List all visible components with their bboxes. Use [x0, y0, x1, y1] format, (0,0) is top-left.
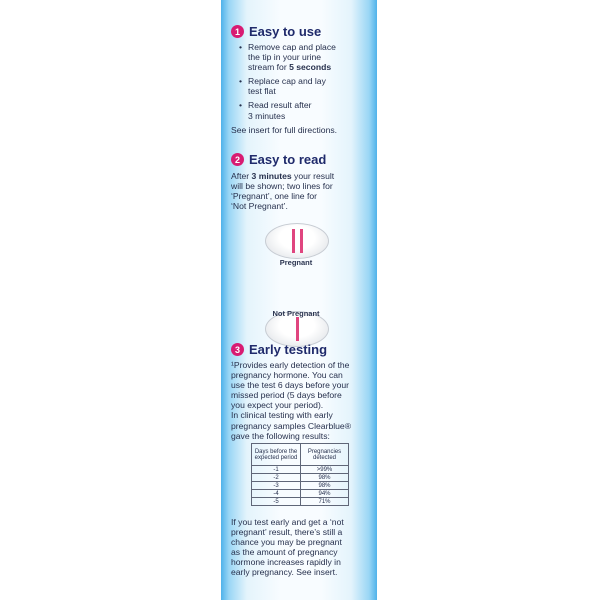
list-item: • Remove cap and place the tip in your urine stream for 5 seconds: [238, 42, 373, 72]
table-row: -4 94%: [252, 490, 349, 498]
table-row: -5 71%: [252, 498, 349, 506]
section-1-header: [231, 24, 321, 39]
pregnant-label: Pregnant: [279, 258, 313, 267]
days-column-header: Days before the expected period: [252, 444, 301, 466]
table-row: -2 98%: [252, 474, 349, 482]
step-1-badge: 1: [231, 25, 244, 38]
control-line: [300, 229, 303, 253]
section-3-header: [231, 342, 327, 357]
pregnant-result-window: [265, 223, 329, 259]
early-result-note: If you test early and get a ‘not pregnant’ result, there’s still a chance you may be pregnant as the amount of pregnancy hormone increases rapidly in early pregnancy. See insert.: [231, 517, 344, 578]
read-instructions: After 3 minutes your result will be shown; two lines for ‘Pregnant’, one line for ‘Not Pregnant’.: [231, 171, 335, 212]
detected-column-header: Pregnancies detected: [301, 444, 349, 466]
section-3-title: Early testing: [249, 342, 328, 357]
not-pregnant-label: Not Pregnant: [272, 309, 320, 318]
insert-reference: See insert for full directions.: [231, 125, 338, 135]
section-1-title: Easy to use: [249, 24, 322, 39]
table-header-row: [252, 444, 349, 466]
table-row: -1 >99%: [252, 466, 349, 474]
clinical-results-table: [251, 443, 349, 506]
step-2-badge: 2: [231, 153, 244, 166]
section-2-header: [231, 152, 326, 167]
control-line: [296, 317, 299, 341]
section-2-title: Easy to read: [249, 152, 327, 167]
list-item: • Read result after 3 minutes: [238, 100, 373, 120]
early-detection-text: ¹Provides early detection of the pregnancy hormone. You can use the test 6 days before your missed period (5 days before you expect your period). In clinical testing with early pregnancy samples Clearblue® gave the following results:: [231, 360, 352, 441]
result-line: [292, 229, 295, 253]
usage-steps-list: [238, 42, 373, 125]
list-item: • Replace cap and lay test flat: [238, 76, 373, 96]
step-3-badge: 3: [231, 343, 244, 356]
table-row: -3 98%: [252, 482, 349, 490]
